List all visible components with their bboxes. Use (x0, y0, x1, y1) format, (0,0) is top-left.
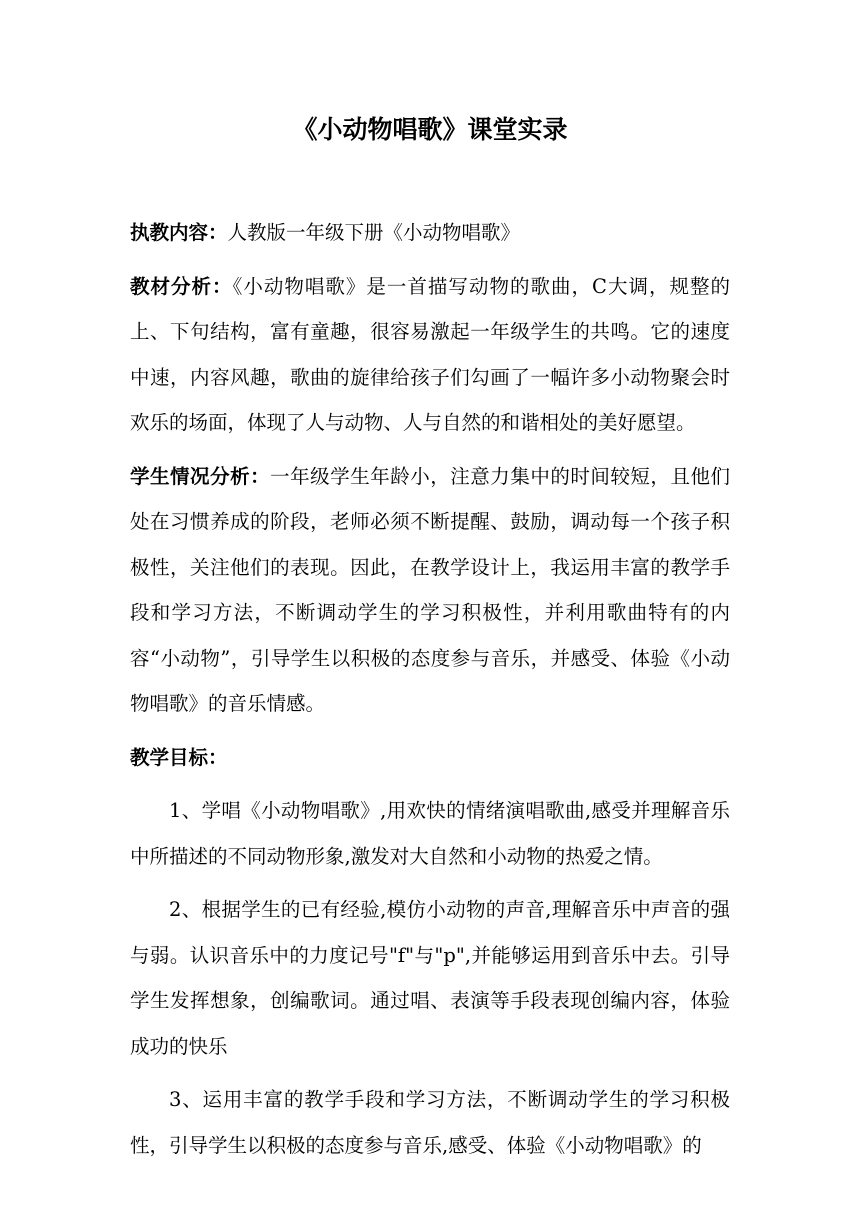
goal-item-1: 1、学唱《小动物唱歌》,用欢快的情绪演唱歌曲,感受并理解音乐中所描述的不同动物形象,激发对大自然和小动物的热爱之情。 (130, 799, 730, 868)
teaching-goals-label: 教学目标： (130, 745, 228, 769)
teaching-content-label: 执教内容： (130, 221, 228, 244)
document-title: 《小动物唱歌》课堂实录 (292, 115, 568, 144)
goal-item-3: 3、运用丰富的教学手段和学习方法，不断调动学生的学习积极性，引导学生以积极的态度参与音乐,感受、体验《小动物唱歌》的 (130, 1088, 730, 1157)
student-analysis-paragraph (130, 454, 730, 727)
document-page (130, 100, 730, 1168)
textbook-analysis-text: 《小动物唱歌》是一首描写动物的歌曲，C大调，规整的上、下句结构，富有童趣，很容易激起一年级学生的共鸣。它的速度中速，内容风趣，歌曲的旋律给孩子们勾画了一幅许多小动物聚会时欢乐的场面，体现了人与动物、人与自然的和谐相处的美好愿望。 (130, 274, 730, 434)
textbook-analysis-paragraph (130, 264, 730, 446)
teaching-content-paragraph (130, 210, 730, 256)
teaching-goals-heading-paragraph (130, 735, 730, 781)
textbook-analysis-label: 教材分析： (130, 274, 233, 298)
teaching-content-text: 人教版一年级下册《小动物唱歌》 (227, 221, 521, 244)
goal-item-2: 2、根据学生的已有经验,模仿小动物的声音,理解音乐中声音的强与弱。认识音乐中的力度记号"f"与"p",并能够运用到音乐中去。引导学生发挥想象，创编歌词。通过唱、表演等手段表现创编内容，体验成功的快乐 (130, 898, 730, 1058)
student-analysis-text: 一年级学生年龄小，注意力集中的时间较短，且他们处在习惯养成的阶段，老师必须不断提醒、鼓励，调动每一个孩子积极性，关注他们的表现。因此，在教学设计上，我运用丰富的教学手段和学习方法，不断调动学生的学习积极性，并利用歌曲特有的内容“小动物”，引导学生以积极的态度参与音乐，并感受、体验《小动物唱歌》的音乐情感。 (130, 464, 730, 715)
student-analysis-label: 学生情况分析： (130, 464, 271, 488)
